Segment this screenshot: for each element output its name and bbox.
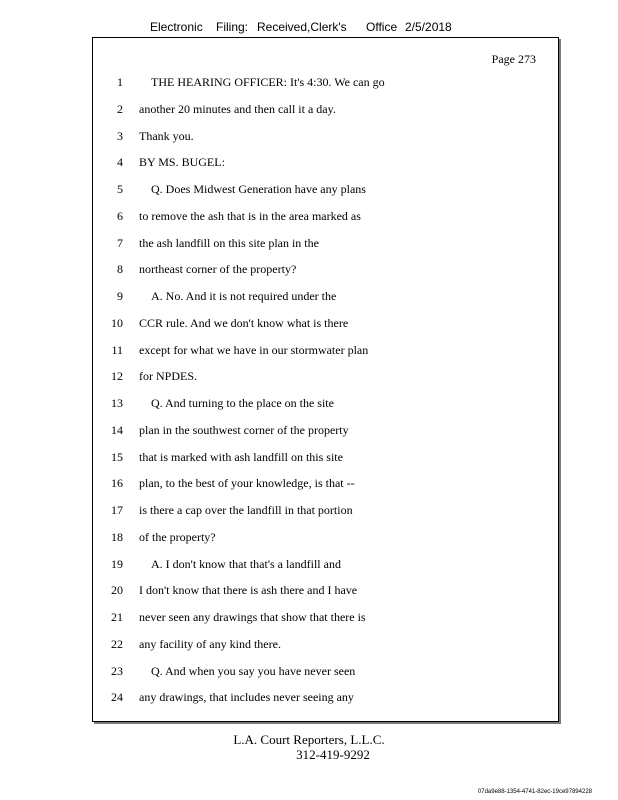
line-text: any facility of any kind there. <box>139 636 281 651</box>
transcript-line <box>93 129 558 149</box>
transcript-line <box>93 610 558 630</box>
transcript-line <box>93 396 558 416</box>
line-number: 3 <box>117 128 123 143</box>
transcript-line <box>93 182 558 202</box>
transcript-line <box>93 316 558 336</box>
line-number: 21 <box>111 610 123 624</box>
transcript-line <box>93 369 558 389</box>
transcript-line <box>93 530 558 550</box>
line-number: 16 <box>111 476 123 491</box>
line-text: of the property? <box>139 529 216 544</box>
line-number: 7 <box>117 235 123 250</box>
line-number: 24 <box>111 690 123 705</box>
line-text: any drawings, that includes never seeing any <box>139 690 354 705</box>
line-number: 9 <box>117 289 123 303</box>
line-text: plan in the southwest corner of the property <box>139 422 349 437</box>
line-number: 10 <box>111 315 123 330</box>
line-number: 4 <box>117 155 123 170</box>
line-text: Thank you. <box>139 128 194 143</box>
line-number: 18 <box>111 529 123 544</box>
line-number: 15 <box>111 449 123 464</box>
line-text: BY MS. BUGEL: <box>139 155 225 170</box>
line-number: 11 <box>111 342 123 357</box>
line-number: 12 <box>111 369 123 384</box>
transcript-line <box>93 102 558 122</box>
transcript-line <box>93 75 558 95</box>
transcript-line <box>93 343 558 363</box>
line-text: Q. And when you say you have never seen <box>151 663 356 678</box>
transcript-line <box>93 236 558 256</box>
transcript-line <box>93 476 558 496</box>
line-number: 22 <box>111 636 123 651</box>
line-text: for NPDES. <box>139 369 198 384</box>
line-number: 13 <box>111 396 123 410</box>
line-number: 23 <box>111 663 123 678</box>
transcript-line <box>93 155 558 175</box>
transcript-line <box>93 664 558 684</box>
line-number: 17 <box>111 503 123 517</box>
transcript-line <box>93 503 558 523</box>
transcript-line <box>93 209 558 229</box>
transcript-page <box>92 37 559 722</box>
line-text: another 20 minutes and then call it a day. <box>139 101 336 116</box>
header-date: 2/5/2018 <box>405 20 452 34</box>
header-filing: Filing: <box>216 20 249 34</box>
header-office: Office <box>366 20 398 34</box>
transcript-line <box>93 637 558 657</box>
line-text: plan, to the best of your knowledge, is that -- <box>139 476 355 491</box>
line-text: that is marked with ash landfill on this site <box>139 449 343 464</box>
line-number: 5 <box>117 182 123 196</box>
line-number: 2 <box>117 101 123 116</box>
transcript-line <box>93 583 558 603</box>
header-electronic: Electronic <box>150 20 203 34</box>
footer-company: L.A. Court Reporters, L.L.C. <box>233 732 385 747</box>
line-number: 6 <box>117 208 123 223</box>
transcript-line <box>93 557 558 577</box>
line-text: THE HEARING OFFICER: It's 4:30. We can go <box>151 75 385 89</box>
line-number: 20 <box>111 583 123 598</box>
line-text: I don't know that there is ash there and I have <box>139 583 358 598</box>
line-number: 1 <box>117 75 123 89</box>
transcript-line <box>93 262 558 282</box>
line-text: Q. Does Midwest Generation have any plans <box>151 182 366 196</box>
footer <box>0 732 618 762</box>
line-number: 14 <box>111 422 123 437</box>
line-text: A. I don't know that that's a landfill and <box>151 556 341 571</box>
line-text: except for what we have in our stormwater plan <box>139 342 369 357</box>
page-number: Page 273 <box>491 52 536 66</box>
line-number: 19 <box>111 556 123 571</box>
transcript-line <box>93 423 558 443</box>
line-text: Q. And turning to the place on the site <box>151 396 334 410</box>
footer-phone: 312-419-9292 <box>296 747 370 762</box>
line-text: A. No. And it is not required under the <box>151 289 337 303</box>
transcript-line <box>93 289 558 309</box>
transcript-line <box>93 690 558 710</box>
line-text: never seen any drawings that show that there is <box>139 610 366 624</box>
line-text: CCR rule. And we don't know what is there <box>139 315 349 330</box>
line-text: to remove the ash that is in the area marked as <box>139 208 361 223</box>
header-received: Received,Clerk's <box>257 20 347 34</box>
line-number: 8 <box>117 262 123 277</box>
line-text: northeast corner of the property? <box>139 262 297 277</box>
document-id: 07da9e88-1354-4741-82ec-19ce97894228 <box>477 789 592 795</box>
transcript-line <box>93 450 558 470</box>
line-text: is there a cap over the landfill in that portion <box>139 503 353 517</box>
line-text: the ash landfill on this site plan in the <box>139 235 319 250</box>
